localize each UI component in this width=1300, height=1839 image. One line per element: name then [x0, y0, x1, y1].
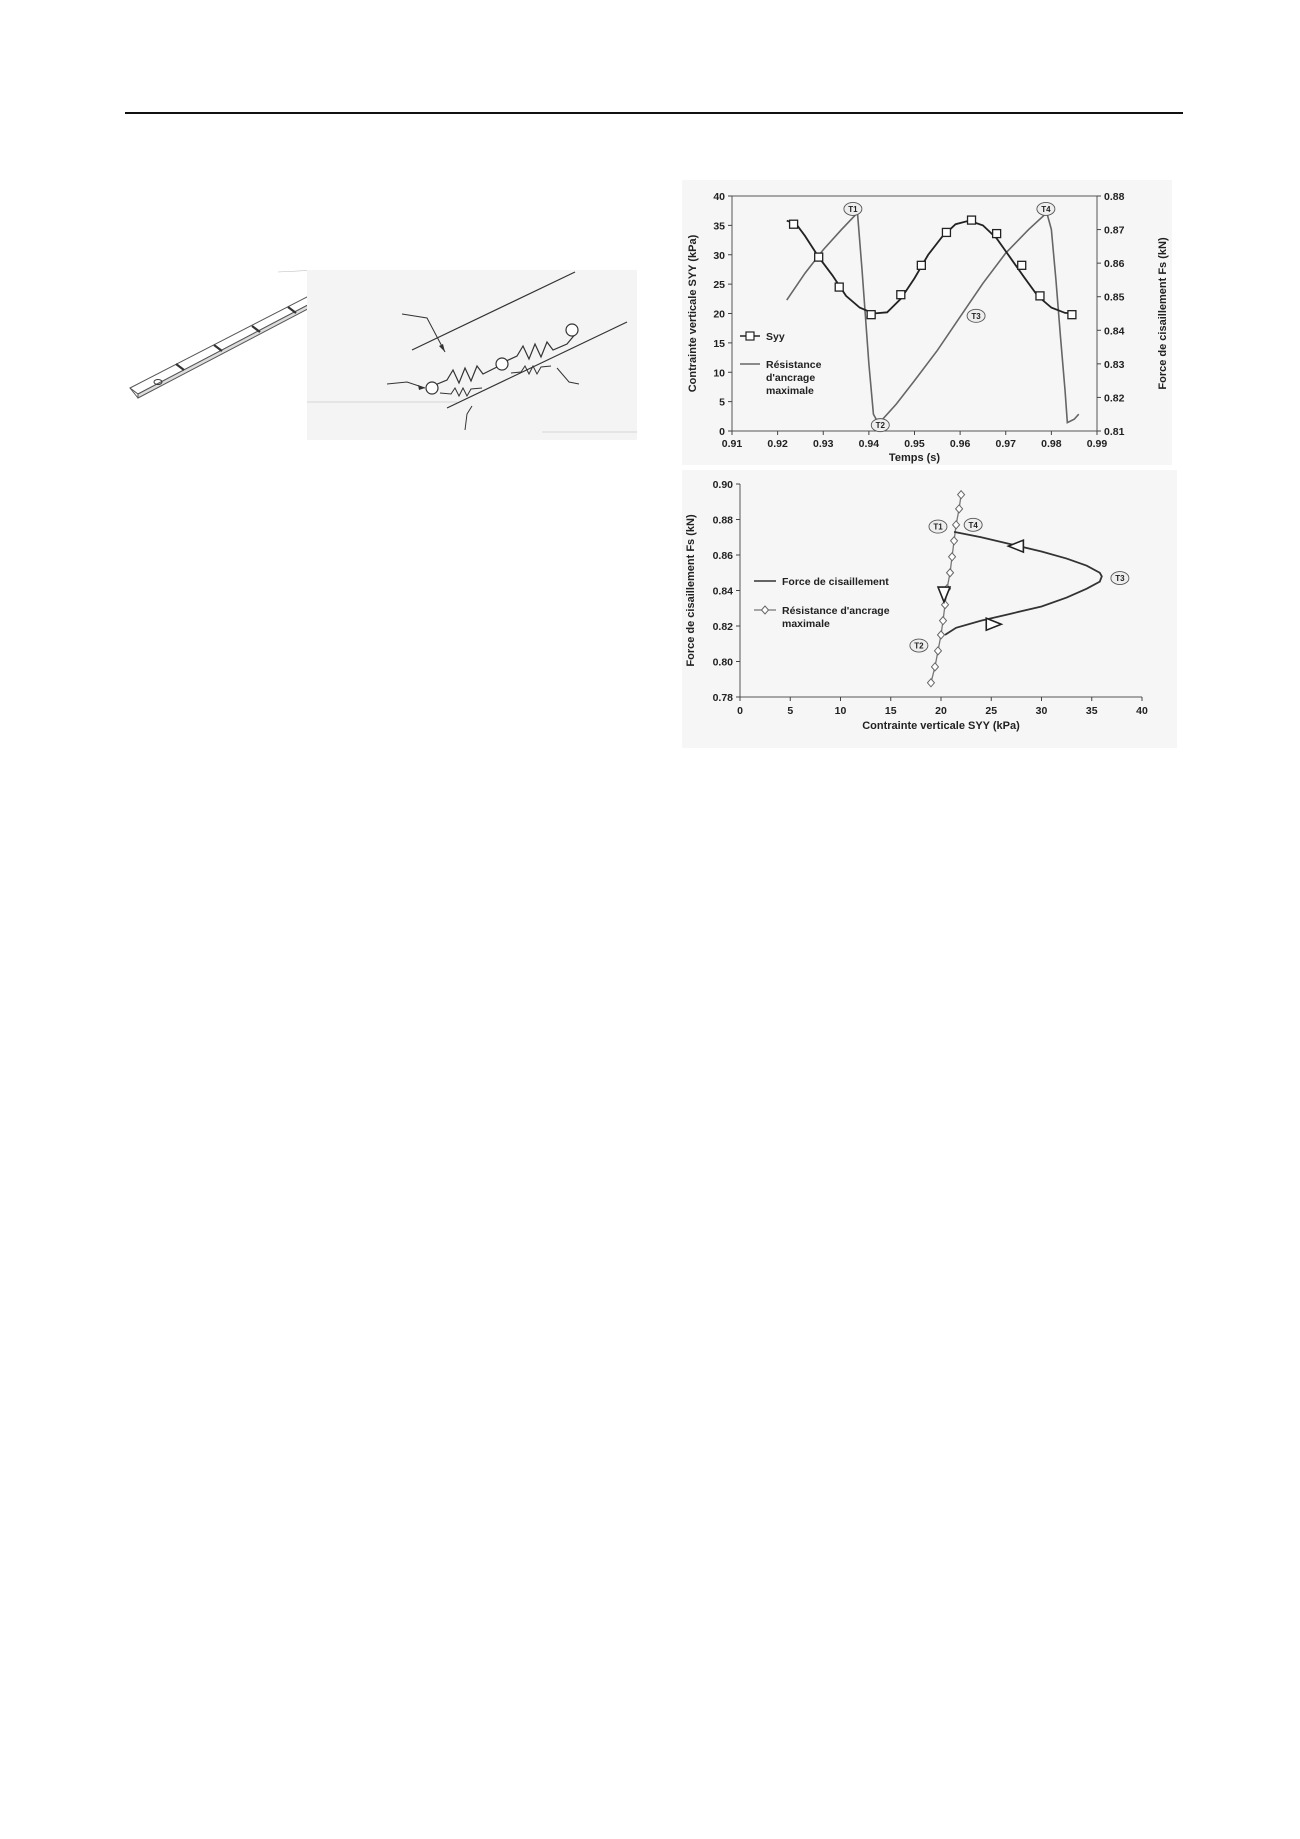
resistance-diamond-marker	[956, 505, 963, 513]
y2-tick-label: 0.86	[1104, 258, 1125, 271]
resistance-diamond-marker	[931, 663, 938, 671]
x-tick-label: 0.96	[949, 438, 971, 450]
y2-tick-label: 0.88	[1104, 191, 1125, 203]
y-tick-label: 0.88	[712, 514, 733, 527]
annotation-label: T3	[971, 311, 981, 321]
syy-square-marker	[993, 230, 1001, 238]
annotation-label: T2	[914, 641, 924, 651]
chart-syy-vs-time-svg	[682, 180, 1172, 465]
spring-model-sketch	[307, 270, 637, 440]
syy-square-marker	[867, 311, 875, 319]
x-tick-label: 15	[884, 705, 897, 717]
direction-arrow	[986, 618, 1001, 630]
syy-square-marker	[1018, 261, 1026, 269]
legend-resistance-label: Résistance d'ancrage	[782, 605, 890, 617]
y-tick-label: 20	[713, 308, 725, 321]
y-tick-label: 30	[713, 249, 725, 262]
legend-resistance-label: d'ancrage	[766, 372, 816, 384]
y-tick-label: 0.80	[712, 656, 733, 669]
x-tick-label: 25	[985, 705, 998, 717]
annotation-label: T1	[933, 522, 943, 532]
legend-syy-marker	[746, 332, 754, 340]
x-tick-label: 0.97	[995, 438, 1016, 450]
y2-tick-label: 0.83	[1104, 358, 1125, 371]
x-axis-label: Temps (s)	[888, 452, 941, 464]
annotation-label: T4	[1041, 204, 1051, 214]
chart-shear-force-vs-syy-svg	[682, 470, 1177, 748]
y-tick-label: 0.82	[712, 621, 733, 633]
resistance-diamond-marker	[947, 569, 954, 577]
x-tick-label: 0.95	[904, 438, 925, 450]
x-tick-label: 0.98	[1041, 438, 1062, 450]
legend-syy-label: Syy	[766, 331, 785, 343]
resistance-diamond-marker	[940, 617, 947, 625]
x-tick-label: 5	[787, 705, 794, 717]
y2-axis-label: Force de cisaillement Fs (kN)	[1157, 237, 1169, 390]
y-tick-label: 35	[713, 220, 725, 233]
syy-square-marker	[815, 253, 823, 261]
y-tick-label: 40	[713, 191, 725, 203]
header-rule	[125, 112, 1183, 114]
resistance-diamond-marker	[951, 537, 958, 545]
series-syy-line	[787, 221, 1074, 314]
x-tick-label: 0.94	[858, 438, 880, 450]
syy-square-marker	[897, 291, 905, 299]
syy-square-marker	[942, 228, 950, 236]
resistance-diamond-marker	[949, 553, 956, 561]
series-resistance-line	[787, 213, 1079, 423]
resistance-diamond-marker	[934, 647, 941, 655]
x-tick-label: 40	[1136, 705, 1148, 717]
y-axis-label: Force de cisaillement Fs (kN)	[685, 514, 697, 667]
syy-square-marker	[1068, 311, 1076, 319]
syy-square-marker	[917, 261, 925, 269]
annotation-label: T4	[968, 520, 978, 530]
annotation-label: T1	[848, 204, 858, 214]
legend-resistance-label-2: maximale	[782, 618, 830, 630]
y2-tick-label: 0.82	[1104, 392, 1125, 405]
syy-square-marker	[968, 216, 976, 224]
x-tick-label: 30	[1035, 705, 1048, 717]
y2-tick-label: 0.84	[1104, 325, 1125, 338]
annotation-label: T2	[875, 421, 885, 431]
direction-arrow	[938, 587, 950, 602]
y-tick-label: 0.84	[712, 585, 733, 598]
direction-arrow	[1008, 540, 1023, 552]
x-tick-label: 0.99	[1086, 438, 1108, 450]
x-tick-label: 35	[1085, 705, 1098, 717]
y-tick-label: 0.90	[712, 479, 733, 491]
x-tick-label: 0.92	[767, 438, 788, 450]
y-tick-label: 0.78	[712, 692, 733, 704]
annotation-label: T3	[1115, 574, 1125, 584]
y-tick-label: 0.86	[712, 550, 733, 562]
y-axis-label: Contrainte verticale SYY (kPa)	[687, 234, 699, 393]
x-axis-label: Contrainte verticale SYY (kPa)	[862, 720, 1020, 732]
y-tick-label: 15	[713, 337, 725, 350]
chart-syy-vs-time	[682, 180, 1172, 465]
x-tick-label: 10	[834, 705, 847, 717]
legend-resistance-label: Résistance	[766, 359, 822, 371]
legend-shear-label: Force de cisaillement	[782, 576, 889, 588]
resistance-diamond-marker	[942, 601, 949, 609]
syy-square-marker	[1036, 292, 1044, 300]
resistance-diamond-marker	[958, 491, 965, 499]
y-tick-label: 10	[713, 367, 725, 380]
legend-resistance-label: maximale	[766, 385, 814, 397]
y2-tick-label: 0.81	[1104, 426, 1125, 438]
syy-square-marker	[790, 220, 798, 228]
x-tick-label: 20	[935, 705, 947, 717]
chart-shear-force-vs-syy	[682, 470, 1177, 748]
y2-tick-label: 0.85	[1104, 291, 1125, 304]
syy-square-marker	[835, 283, 843, 291]
x-tick-label: 0	[737, 705, 743, 717]
x-tick-label: 0.93	[813, 438, 834, 450]
legend-resistance-marker	[762, 606, 769, 614]
y-tick-label: 0	[719, 426, 725, 438]
resistance-diamond-marker	[938, 631, 945, 639]
y-tick-label: 25	[713, 279, 725, 292]
y-tick-label: 5	[719, 396, 725, 409]
x-tick-label: 0.91	[721, 438, 743, 450]
resistance-diamond-marker	[927, 679, 934, 687]
y2-tick-label: 0.87	[1104, 224, 1125, 237]
resistance-diamond-marker	[953, 521, 960, 529]
